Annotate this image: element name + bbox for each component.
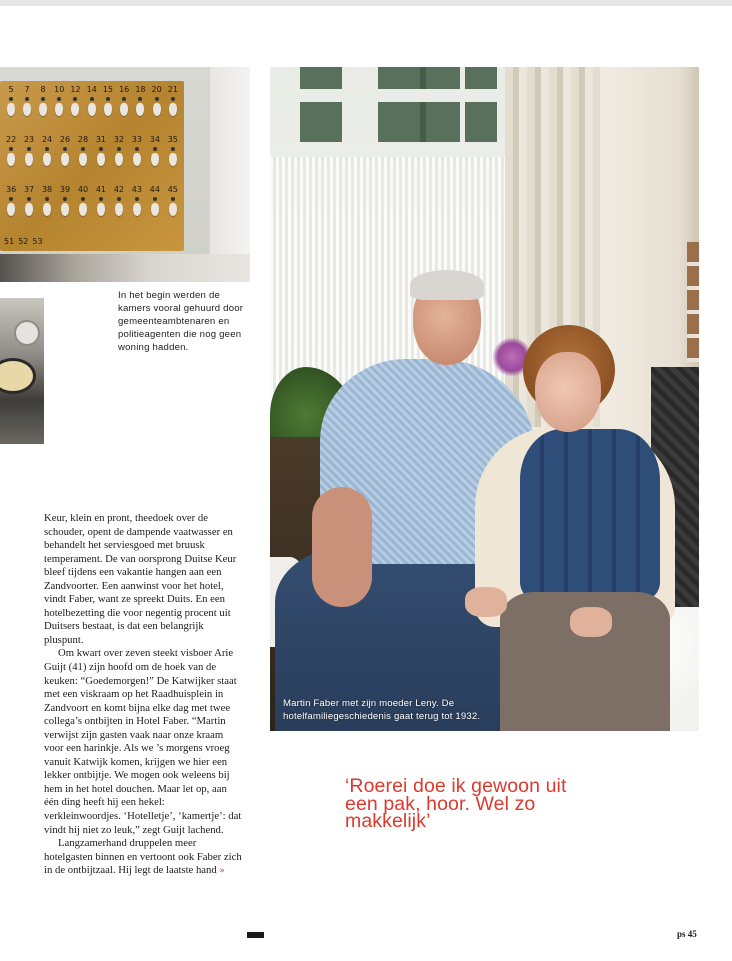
key-icon	[132, 195, 142, 217]
key-number-label: 34	[149, 135, 160, 144]
window-pane	[465, 67, 497, 89]
key-number-label: 26	[59, 135, 71, 144]
key-hook-36	[6, 185, 16, 233]
key-hook-20	[152, 85, 162, 133]
window-pane	[420, 102, 460, 142]
key-icon	[22, 95, 32, 117]
key-number-label: 33	[131, 135, 142, 144]
key-number-label: 43	[131, 185, 142, 194]
key-hook-28	[78, 135, 88, 183]
key-icon	[150, 195, 160, 217]
key-icon	[6, 195, 16, 217]
woman-head	[535, 352, 601, 432]
key-number-label: 39	[59, 185, 71, 194]
key-number-label: 10	[54, 85, 65, 94]
key-number-label: 52	[18, 237, 29, 246]
key-hook-31	[96, 135, 106, 183]
key-number-label: 21	[167, 85, 178, 94]
key-icon	[135, 95, 145, 117]
key-number-label: 16	[119, 85, 130, 94]
key-icon	[70, 95, 80, 117]
key-hook-5	[6, 85, 16, 133]
man-hair	[410, 270, 484, 300]
key-number-label: 5	[8, 85, 14, 94]
woman-vest	[520, 429, 660, 599]
key-hook-41	[96, 185, 106, 233]
key-number-label: 15	[102, 85, 114, 94]
key-icon	[87, 95, 97, 117]
article-body	[44, 512, 244, 879]
key-icon	[96, 195, 106, 217]
key-number-label: 41	[95, 185, 107, 194]
key-icon	[114, 195, 124, 217]
key-hook-32	[114, 135, 124, 183]
key-number-label: 45	[167, 185, 178, 194]
key-hook-21	[168, 85, 178, 133]
key-board-photo	[0, 67, 250, 282]
key-icon	[103, 95, 113, 117]
key-hook-38	[42, 185, 52, 233]
key-number-label: 20	[151, 85, 162, 94]
key-hook-26	[60, 135, 70, 183]
pull-quote: ‘Roerei doe ik gewoon uit een pak, hoor. Wel zo makkelijk’	[345, 775, 567, 832]
key-number-label: 7	[24, 85, 30, 94]
key-number-label: 14	[86, 85, 97, 94]
key-hook-15	[103, 85, 113, 133]
article-paragraph: Keur, klein en pront, theedoek over de schouder, opent de dampende vaatwasser en behandelt het serviesgoed met bruusk temperament. De van oorsprong Duitse Keur bleef tijdens een vakantie hangen aan een Zandvoorter. Een aanwinst voor het hotel, vindt Faber, want ze spreekt Duits. En een hotelbezetting die voor negentig procent uit Duitsers bestaat, is dat een belangrijk pluspunt.	[44, 512, 237, 646]
key-hook-34	[150, 135, 160, 183]
stove-knob	[14, 320, 40, 346]
key-icon	[60, 145, 70, 167]
key-icon	[119, 95, 129, 117]
key-number-label: 32	[113, 135, 124, 144]
key-hook-40	[78, 185, 88, 233]
key-row-4	[4, 237, 43, 246]
key-row-1	[6, 85, 178, 133]
key-hook-44	[150, 185, 160, 233]
key-icon	[132, 145, 142, 167]
top-bar	[0, 0, 732, 6]
key-icon	[96, 145, 106, 167]
key-hook-12	[70, 85, 80, 133]
key-hook-37	[24, 185, 34, 233]
window-pane	[300, 102, 342, 142]
key-number-label: 8	[40, 85, 46, 94]
key-row-2	[6, 135, 178, 183]
article-paragraph: Om kwart over zeven steekt visboer Arie Guijt (41) zijn hoofd om de hoek van de keuken: “Goedemorgen!” De Katwijker staat met een viskraam op het Raadhuisplein in Zandvoort en komt bijna elke dag met twee collega’s ontbijten in Hotel Faber. “Martin verwijst zijn gasten vaak naar onze kraam voor een harinkje. Als we ’s morgens vroeg vanuit Katwijk komen, krijgen we hier een lekker ontbijtje. We mogen ook weleens bij hem in het hotel douchen. Maar let op, aan één ding heeft hij een hekel: verkleinwoordjes. ‘Hotelletje’, ‘kamertje’: dat vindt hij niet zo leuk,” zegt Guijt lachend.	[44, 647, 242, 836]
key-hook-18	[135, 85, 145, 133]
page-number: ps 45	[677, 929, 697, 939]
stove-photo	[0, 298, 44, 444]
key-number-label: 44	[149, 185, 160, 194]
key-hook-7	[22, 85, 32, 133]
hand	[570, 607, 612, 637]
window-pane	[378, 102, 426, 142]
key-icon	[60, 195, 70, 217]
key-hook-35	[168, 135, 178, 183]
key-icon	[6, 95, 16, 117]
key-icon	[42, 145, 52, 167]
article-paragraph-text: Langzamerhand druppelen meer hotelgasten binnen en vertoont ook Faber zich in de ontbijtzaal. Hij legt de laatste hand	[44, 837, 242, 877]
key-number-label: 35	[167, 135, 178, 144]
hand	[465, 587, 507, 617]
key-number-label: 18	[135, 85, 146, 94]
window-pane	[465, 102, 497, 142]
key-number-label: 28	[77, 135, 89, 144]
key-icon	[152, 95, 162, 117]
key-icon	[78, 145, 88, 167]
key-hook-39	[60, 185, 70, 233]
key-hook-42	[114, 185, 124, 233]
key-hook-10	[54, 85, 64, 133]
key-icon	[168, 195, 178, 217]
key-number-label: 42	[113, 185, 124, 194]
wall	[210, 67, 250, 282]
key-number-label: 53	[32, 237, 43, 246]
key-icon	[54, 95, 64, 117]
key-icon	[38, 95, 48, 117]
key-icon	[114, 145, 124, 167]
caption-key-board: In het begin werden de kamers vooral gehuurd door gemeenteambtenaren en politieagenten die nog geen woning hadden.	[118, 290, 244, 353]
key-icon	[168, 95, 178, 117]
key-icon	[168, 145, 178, 167]
key-hook-8	[38, 85, 48, 133]
window-pane	[378, 67, 426, 89]
key-number-label: 36	[6, 185, 17, 194]
key-icon	[42, 195, 52, 217]
key-icon	[24, 145, 34, 167]
key-hook-23	[24, 135, 34, 183]
portrait-photo	[270, 67, 699, 731]
key-hook-33	[132, 135, 142, 183]
key-icon	[78, 195, 88, 217]
key-icon	[6, 145, 16, 167]
key-icon	[150, 145, 160, 167]
key-hook-45	[168, 185, 178, 233]
key-hook-16	[119, 85, 129, 133]
picture-frames	[687, 242, 699, 362]
article-paragraph-last	[44, 837, 244, 879]
end-mark	[247, 932, 264, 938]
key-number-label: 51	[4, 237, 15, 246]
key-number-label: 12	[70, 85, 81, 94]
key-hook-14	[87, 85, 97, 133]
frying-pan	[0, 358, 36, 394]
key-number-label: 38	[41, 185, 53, 194]
key-number-label: 37	[23, 185, 35, 194]
continue-arrow-icon: »	[219, 866, 225, 877]
man-arm	[312, 487, 372, 607]
key-number-label: 23	[23, 135, 35, 144]
window-pane	[420, 67, 460, 89]
key-number-label: 22	[6, 135, 17, 144]
shelf-items	[0, 254, 250, 282]
key-number-label: 40	[77, 185, 89, 194]
key-row-3	[6, 185, 178, 233]
window-pane	[300, 67, 342, 89]
caption-portrait: Martin Faber met zijn moeder Leny. De hotelfamiliegeschiedenis gaat terug tot 1932.	[283, 698, 481, 722]
key-hook-43	[132, 185, 142, 233]
key-hook-24	[42, 135, 52, 183]
key-hook-22	[6, 135, 16, 183]
key-number-label: 31	[95, 135, 107, 144]
key-board	[0, 81, 184, 251]
key-icon	[24, 195, 34, 217]
key-number-label: 24	[41, 135, 53, 144]
